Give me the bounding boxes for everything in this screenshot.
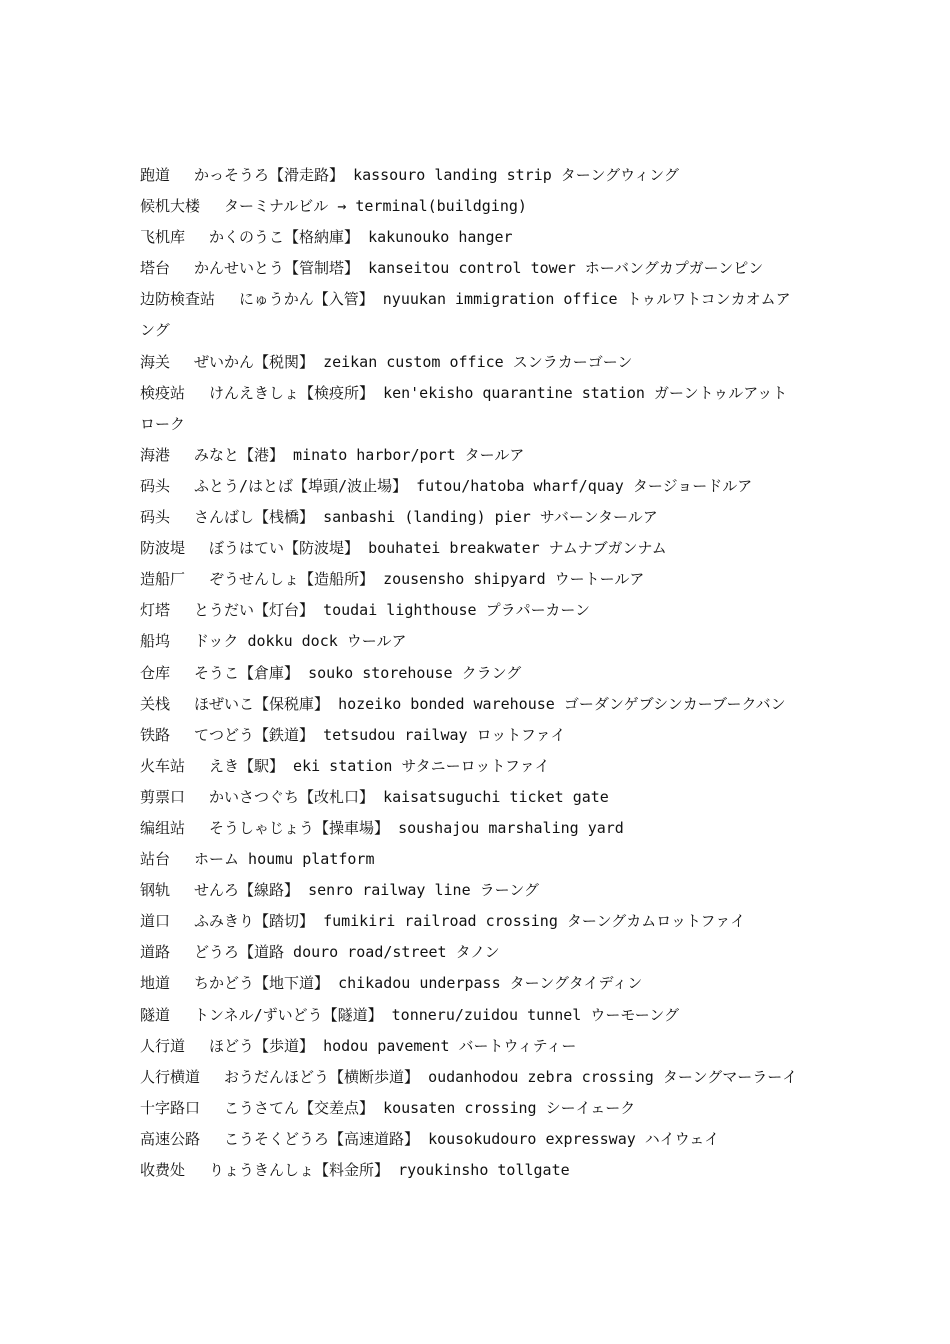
vocab-line: 隧道 トンネル/ずいどう【隧道】 tonneru/zuidou tunnel ウーモーング [140,1005,680,1024]
vocab-line: 钢轨 せんろ【線路】 senro railway line ラーング [140,881,540,900]
vocab-line: 塔台 かんせいとう【管制塔】 kanseitou control tower ホーバングカプガーンピン [140,259,764,278]
vocab-line: 防波堤 ぼうはてい【防波堤】 bouhatei breakwater ナムナブガンナム [140,539,667,558]
vocab-line: 十字路口 こうさてん【交差点】 kousaten crossing シーイェーク [140,1098,636,1117]
vocab-line: 仓库 そうこ【倉庫】 souko storehouse クラング [140,663,522,682]
vocab-line: 道口 ふみきり【踏切】 fumikiri railroad crossing ターングカムロットファイ [140,912,746,931]
vocab-line: 検疫站 けんえきしょ【検疫所】 ken'ekisho quarantine station ガーントゥルアット [140,383,788,402]
vocab-line: 高速公路 こうそくどうろ【高速道路】 kousokudouro expressway ハイウェイ [140,1129,720,1148]
vocabulary-list [140,160,820,1186]
vocab-line: 海港 みなと【港】 minato harbor/port タールア [140,445,525,464]
vocab-line: 剪票口 かいさつぐち【改札口】 kaisatsuguchi ticket gate [140,787,609,806]
vocab-line: 道路 どうろ【道路 douro road/street タノン [140,943,500,962]
vocab-line: 码头 さんばし【桟橋】 sanbashi (landing) pier サバーンタールア [140,508,658,527]
vocab-line: 码头 ふとう/はとば【埠頭/波止場】 futou/hatoba wharf/quay タージョードルア [140,476,753,495]
vocab-line: 地道 ちかどう【地下道】 chikadou underpass ターングタイディン [140,974,643,993]
vocab-line: 编组站 そうしゃじょう【操車場】 soushajou marshaling yard [140,818,624,837]
vocab-line: 船坞 ドック dokku dock ウールア [140,632,407,651]
vocab-line: 边防検査站 にゅうかん【入管】 nyuukan immigration office トゥルワトコンカオムア [140,290,791,309]
vocab-line: 站台 ホーム houmu platform [140,850,375,869]
vocab-line: 造船厂 ぞうせんしょ【造船所】 zousensho shipyard ウートールア [140,570,645,589]
vocab-line-continuation: ング [140,321,170,340]
vocab-line: 铁路 てつどう【鉄道】 tetsudou railway ロットファイ [140,725,566,744]
vocab-line: 海关 ぜいかん【税関】 zeikan custom office スンラカーゴーン [140,352,633,371]
vocab-line: 候机大楼 ターミナルビル → terminal(buildging) [140,197,527,216]
vocab-line: 关栈 ほぜいこ【保税庫】 hozeiko bonded warehouse ゴーダンゲブシンカーブークバン [140,694,786,713]
vocab-line: 人行横道 おうだんほどう【横断歩道】 oudanhodou zebra crossing ターングマーラーイ [140,1067,798,1086]
vocab-line-continuation: ローク [140,414,186,433]
vocab-line: 人行道 ほどう【歩道】 hodou pavement バートウィティー [140,1036,577,1055]
vocab-line: 火车站 えき【駅】 eki station サタニーロットファイ [140,756,550,775]
vocab-line: 收费处 りょうきんしょ【料金所】 ryoukinsho tollgate [140,1161,570,1179]
vocab-line: 跑道 かっそうろ【滑走路】 kassouro landing strip ターングウィング [140,166,679,184]
vocab-line: 飞机库 かくのうこ【格納庫】 kakunouko hanger [140,228,513,247]
vocab-line: 灯塔 とうだい【灯台】 toudai lighthouse プラパーカーン [140,601,591,620]
